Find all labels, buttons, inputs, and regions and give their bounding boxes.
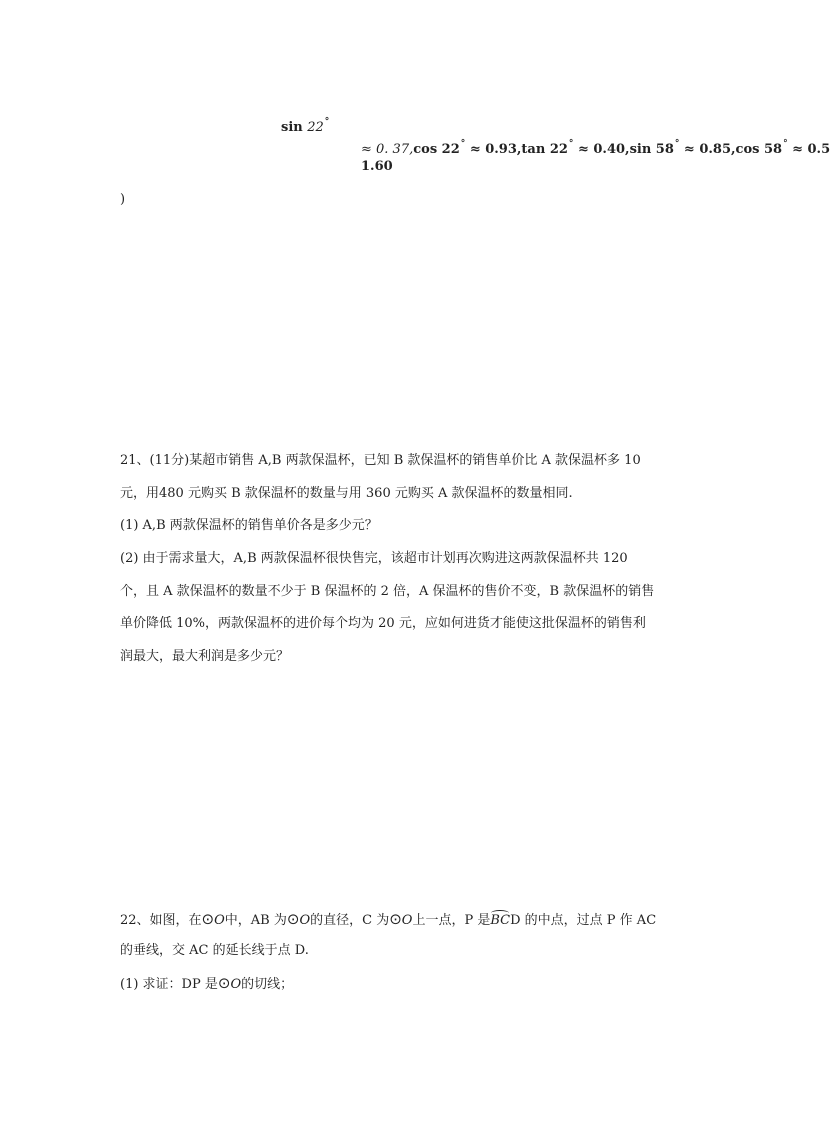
cos58-label: cos 58 xyxy=(735,142,783,157)
q21-line-3: (1) A,B 两款保温杯的销售单价各是多少元？ xyxy=(120,518,378,533)
q22-text-a: 22、如图，在 xyxy=(120,913,202,928)
cos22-label: cos 22 xyxy=(413,142,460,157)
q22-line-1 xyxy=(120,911,656,929)
degree-mark: ° xyxy=(568,139,574,149)
sin58-label: sin 58 xyxy=(629,142,674,157)
degree-mark: ° xyxy=(324,117,330,127)
q22-line-3 xyxy=(120,975,293,993)
cos22-value: ≈ 0.93, xyxy=(469,142,522,157)
degree-mark: ° xyxy=(460,139,466,149)
q21-line-6: 单价降低 10%，两款保温杯的进价每个均为 20 元，应如何进货才能使这批保温杯的销售利 xyxy=(120,616,646,631)
formula-sin22 xyxy=(281,117,330,135)
q21-line-4: (2) 由于需求量大，A,B 两款保温杯很快售完，该超市计划再次购进这两款保温杯共 120 xyxy=(120,551,628,566)
sin58-value: ≈ 0.85, xyxy=(683,142,736,157)
cos58-value: ≈ 0.5 xyxy=(792,142,830,157)
arc-bc: BC xyxy=(490,913,511,928)
formula-line2: 1.60 xyxy=(361,159,393,174)
sin-angle: 22 xyxy=(307,120,324,135)
q22-part1-a: (1) 求证：DP 是 xyxy=(120,977,218,992)
q21-line-2: 元，用480 元购买 B 款保温杯的数量与用 360 元购买 A 款保温杯的数量相同. xyxy=(120,486,573,501)
sin-word: sin xyxy=(281,120,303,135)
tan22-value: ≈ 0.40, xyxy=(577,142,630,157)
formula-values-line xyxy=(361,139,830,157)
q21-line-5: 个，且 A 款保温杯的数量不少于 B 保温杯的 2 倍，A 保温杯的售价不变，B 款保温杯的销售 xyxy=(120,584,655,599)
q22-line-2: 的垂线，交 AC 的延长线于点 D. xyxy=(120,943,309,958)
degree-mark: ° xyxy=(674,139,680,149)
circle-dot-symbol: ⊙ xyxy=(389,910,402,928)
q22-text-e: D 的中点，过点 P 作 AC xyxy=(510,913,657,928)
degree-mark: ° xyxy=(783,139,788,149)
q22-text-b: 中，AB 为 xyxy=(224,913,287,928)
q21-line-7: 润最大，最大利润是多少元？ xyxy=(120,649,290,664)
closing-paren: ) xyxy=(120,192,126,207)
q22-text-c: 的直径，C 为 xyxy=(310,913,390,928)
circle-center-o: O xyxy=(401,913,413,928)
q21-line-1: 21、(11分)某超市销售 A,B 两款保温杯，已知 B 款保温杯的销售单价比 A 款保温杯多 10 xyxy=(120,453,641,468)
circle-center-o: O xyxy=(299,913,311,928)
circle-center-o: O xyxy=(214,913,225,928)
circle-dot-symbol: ⊙ xyxy=(201,910,215,928)
q22-part1-b: 的切线； xyxy=(241,977,294,992)
circle-dot-symbol: ⊙ xyxy=(217,974,231,992)
q22-text-d: 上一点，P 是 xyxy=(412,913,491,928)
tan22-label: tan 22 xyxy=(521,142,568,157)
approx-sin22-value: ≈ 0. 37, xyxy=(361,142,414,157)
circle-center-o: O xyxy=(230,977,242,992)
circle-dot-symbol: ⊙ xyxy=(286,910,300,928)
